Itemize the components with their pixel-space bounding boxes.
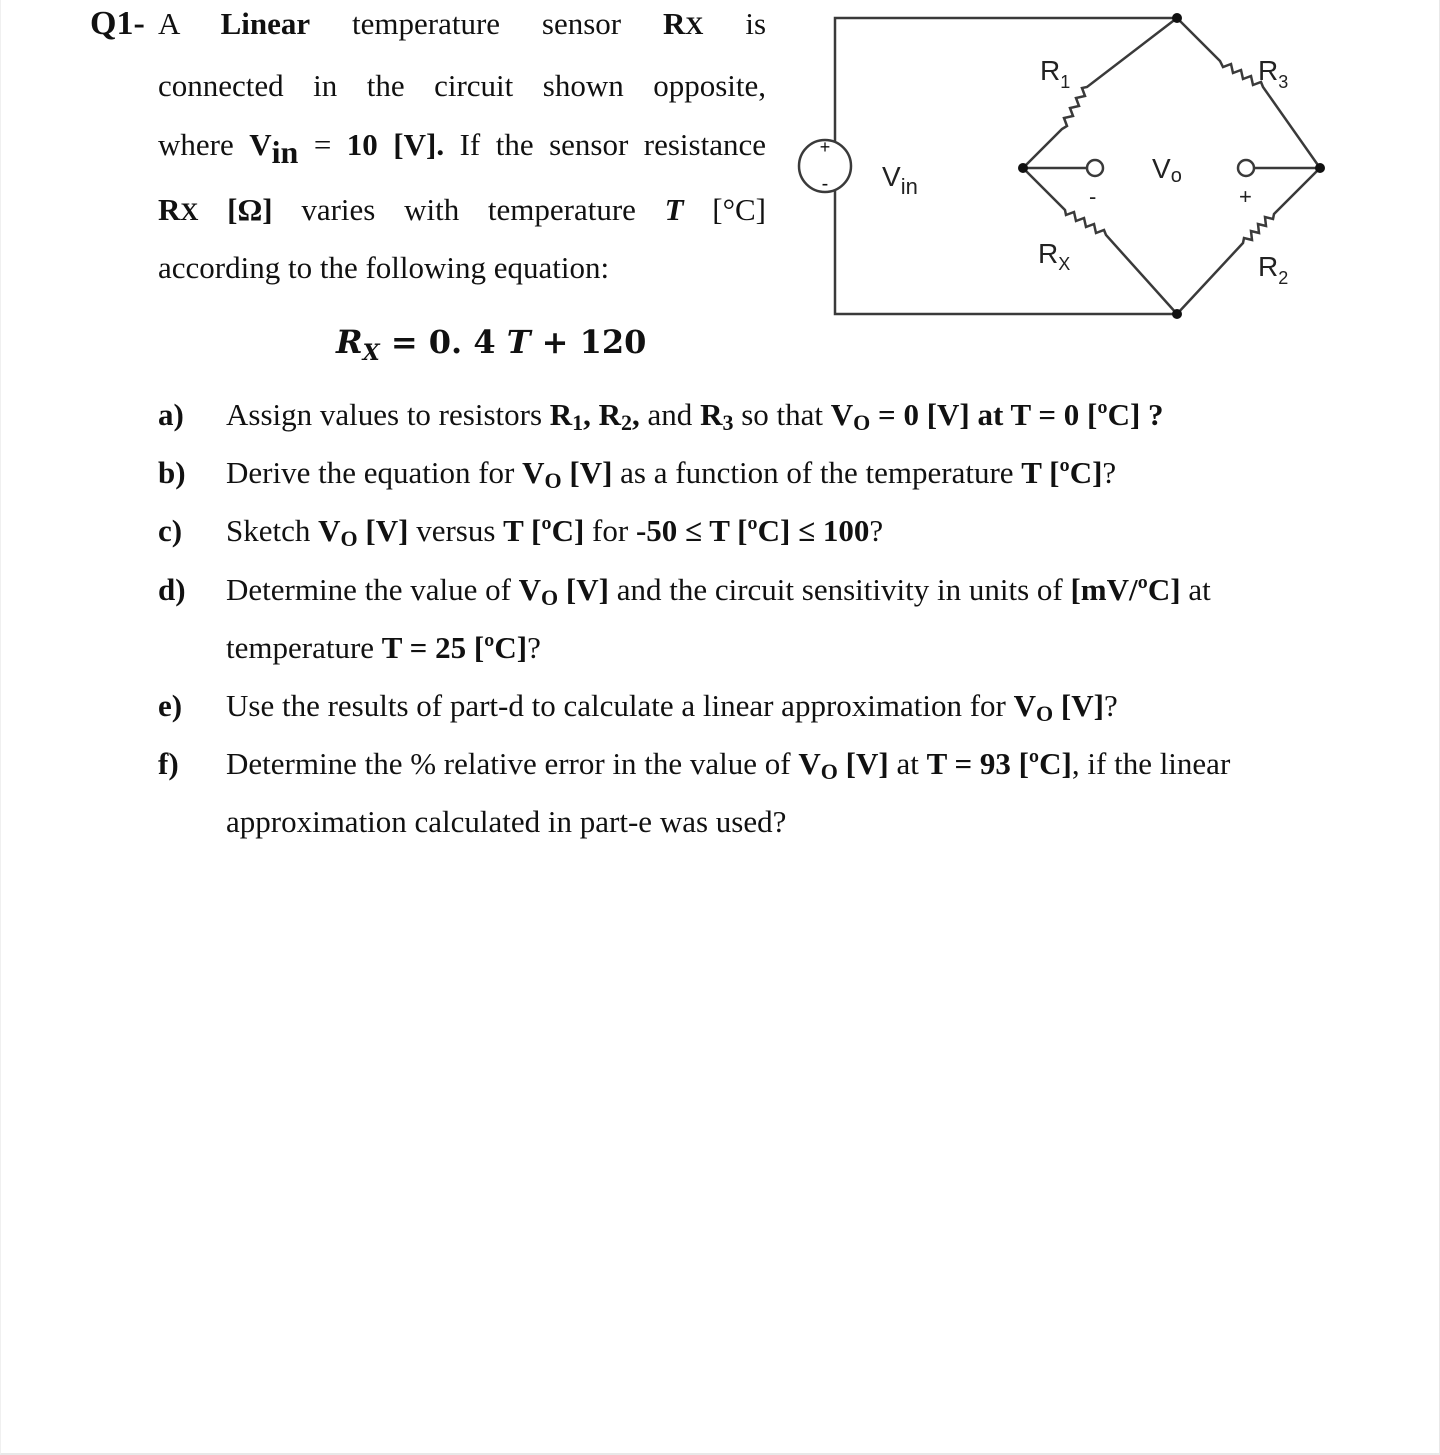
node-bottom bbox=[1172, 309, 1182, 319]
vo-terminal-left bbox=[1087, 160, 1103, 176]
part-d-label: d) bbox=[158, 572, 186, 607]
vo-plus-sign: + bbox=[1239, 184, 1252, 209]
node-left bbox=[1018, 163, 1028, 173]
rx-label: $R_X$ bbox=[1038, 238, 1071, 274]
rx-symbol: RX bbox=[158, 192, 199, 227]
vo-minus-sign: - bbox=[1089, 184, 1097, 209]
part-a-text: Assign values to resistors R1, R2, and R3 so that VO = 0 [V] at T = 0 [ºC] ? bbox=[226, 397, 1164, 435]
wheatstone-bridge-diagram bbox=[790, 8, 1350, 328]
question-number: Q1- bbox=[90, 5, 145, 42]
intro-word-linear: Linear bbox=[220, 6, 311, 41]
vo-label: Vo bbox=[1152, 153, 1182, 187]
part-b-text: Derive the equation for VO [V] as a function of the temperature T [ºC]? bbox=[226, 455, 1117, 493]
intro-line-1 bbox=[158, 4, 766, 47]
part-f-text-line2: approximation calculated in part-e was used? bbox=[226, 804, 787, 839]
vin-value: 10 [V]. bbox=[346, 127, 445, 162]
r3-branch bbox=[1177, 18, 1320, 168]
part-d-text-line2: temperature T = 25 [ºC]? bbox=[226, 630, 541, 665]
source-plus: + bbox=[819, 137, 831, 157]
vin-label: $V_{in}$ bbox=[882, 161, 918, 199]
node-top bbox=[1172, 13, 1182, 23]
part-f-label: f) bbox=[158, 746, 179, 781]
bottom-wire bbox=[835, 182, 1177, 314]
vin-symbol: Vin bbox=[249, 127, 299, 170]
intro-rx: RX bbox=[663, 6, 704, 41]
part-a-label: a) bbox=[158, 397, 184, 432]
top-wire bbox=[835, 18, 1177, 150]
r1-label: $R_1$ bbox=[1040, 55, 1071, 92]
sensor-equation: $R_X = 0$. 4 T + 120 bbox=[336, 323, 647, 366]
intro-word-a: A bbox=[158, 6, 179, 41]
part-e-label: e) bbox=[158, 688, 183, 723]
r3-label: $R_3$ bbox=[1258, 55, 1289, 92]
intro-word-temperature: temperature bbox=[352, 6, 501, 41]
intro-line-4: RX [Ω] varies with temperature T [°C] bbox=[158, 192, 767, 227]
source-minus: - bbox=[821, 173, 829, 195]
vo-terminal-right bbox=[1238, 160, 1254, 176]
part-c-label: c) bbox=[158, 513, 183, 548]
intro-line-5: according to the following equation: bbox=[158, 250, 610, 285]
intro-line-2: connected in the circuit shown opposite, bbox=[158, 68, 766, 103]
part-c-text: Sketch VO [V] versus T [ºC] for -50 ≤ T [ºC] ≤ 100? bbox=[226, 513, 884, 551]
r2-label: $R_2$ bbox=[1258, 251, 1289, 288]
intro-word-is: is bbox=[745, 6, 767, 41]
part-d-text: Determine the value of VO [V] and the circuit sensitivity in units of [mV/ºC] at bbox=[226, 572, 1211, 610]
part-f-text: Determine the % relative error in the value of VO [V] at T = 93 [ºC], if the linear bbox=[226, 746, 1231, 784]
part-e-text: Use the results of part-d to calculate a linear approximation for VO [V]? bbox=[226, 688, 1118, 726]
r1-branch bbox=[1023, 18, 1177, 168]
part-b-label: b) bbox=[158, 455, 186, 490]
intro-word-sensor: sensor bbox=[541, 6, 622, 41]
intro-line-3: where Vin = 10 [V]. If the sensor resistance bbox=[158, 127, 767, 170]
node-right bbox=[1315, 163, 1325, 173]
